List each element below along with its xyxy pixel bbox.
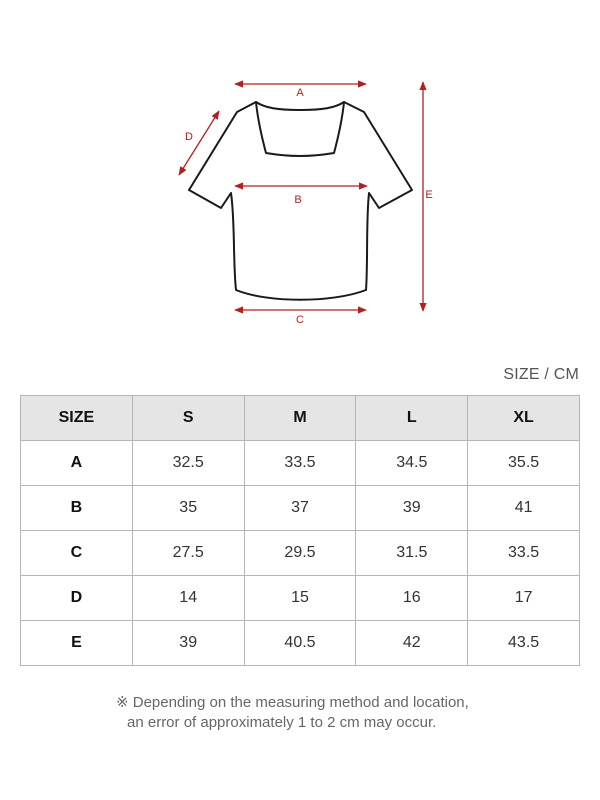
table-cell: 14 [132,576,244,621]
header-cell-xl: XL [468,396,580,441]
table-cell: 15 [244,576,356,621]
unit-label: SIZE / CM [503,366,579,383]
row-label: E [21,621,133,666]
table-row [21,576,580,621]
size-chart-table [20,395,580,666]
table-row [21,486,580,531]
table-cell: 43.5 [468,621,580,666]
header-cell-l: L [356,396,468,441]
table-cell: 39 [356,486,468,531]
table-cell: 37 [244,486,356,531]
note-symbol-icon: ※ [116,694,129,711]
table-cell: 31.5 [356,531,468,576]
header-cell-size: SIZE [21,396,133,441]
table-cell: 39 [132,621,244,666]
row-label: A [21,441,133,486]
table-cell: 17 [468,576,580,621]
header-cell-m: M [244,396,356,441]
row-label: B [21,486,133,531]
table-cell: 34.5 [356,441,468,486]
measure-label-e: E [425,189,433,201]
note-line-2: an error of approximately 1 to 2 cm may occur. [127,714,437,731]
table-cell: 33.5 [244,441,356,486]
measure-label-d: D [185,131,193,143]
row-label: C [21,531,133,576]
garment-measurement-diagram [0,0,600,340]
table-cell: 35 [132,486,244,531]
measurement-note [116,693,556,733]
measure-line-d [179,111,219,175]
table-cell: 42 [356,621,468,666]
table-row [21,621,580,666]
table-cell: 33.5 [468,531,580,576]
table-header-row [21,396,580,441]
header-cell-s: S [132,396,244,441]
measure-label-a: A [296,87,304,99]
table-cell: 41 [468,486,580,531]
table-cell: 27.5 [132,531,244,576]
table-cell: 40.5 [244,621,356,666]
table-row [21,441,580,486]
note-line-1: Depending on the measuring method and location, [132,694,469,711]
table-cell: 32.5 [132,441,244,486]
table-cell: 35.5 [468,441,580,486]
table-cell: 29.5 [244,531,356,576]
table-row [21,531,580,576]
row-label: D [21,576,133,621]
measure-label-b: B [294,194,302,206]
table-cell: 16 [356,576,468,621]
measure-label-c: C [296,314,304,326]
